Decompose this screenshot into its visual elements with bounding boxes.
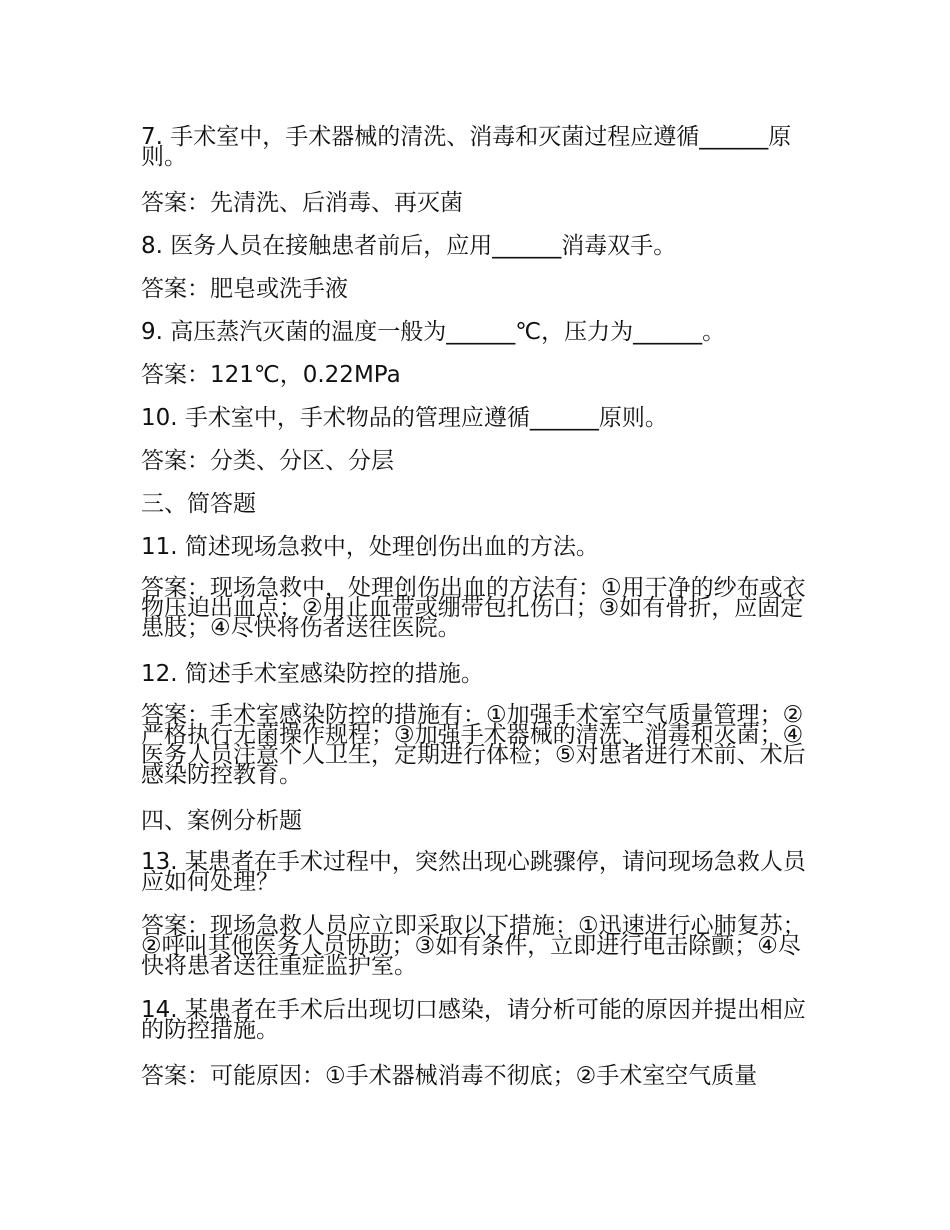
question-10: 10. 手术室中，手术物品的管理应遵循______原则。 (141, 405, 668, 431)
answer-8: 答案：肥皂或洗手液 (141, 276, 348, 302)
answer-14: 答案：可能原因：①手术器械消毒不彻底；②手术室空气质量 (141, 1063, 758, 1089)
document-page (141, 124, 821, 1089)
answer-10: 答案：分类、分区、分层 (141, 448, 394, 474)
question-11: 11. 简述现场急救中，处理创伤出血的方法。 (141, 534, 599, 560)
answer-12: 答案：手术室感染防控的措施有：①加强手术室空气质量管理；②严格执行无菌操作规程；③加强手术器械的清洗、消毒和灭菌；④医务人员注意个人卫生，定期进行体检；⑤对患者进行术前、术后感染防控教育。 (141, 702, 806, 788)
question-7: 7. 手术室中，手术器械的清洗、消毒和灭菌过程应遵循______原则。 (141, 124, 792, 170)
answer-7: 答案：先清洗、后消毒、再灭菌 (141, 190, 463, 216)
answer-13: 答案：现场急救人员应立即采取以下措施：①迅速进行心肺复苏；②呼叫其他医务人员协助；③如有条件，立即进行电击除颤；④尽快将患者送往重症监护室。 (141, 913, 806, 979)
question-13: 13. 某患者在手术过程中，突然出现心跳骤停，请问现场急救人员应如何处理？ (141, 849, 806, 895)
answer-9: 答案：121℃，0.22MPa (141, 362, 401, 388)
question-14: 14. 某患者在手术后出现切口感染，请分析可能的原因并提出相应的防控措施。 (141, 997, 806, 1043)
question-12: 12. 简述手术室感染防控的措施。 (141, 661, 484, 687)
section-heading-short-answer: 三、简答题 (141, 491, 256, 517)
question-8: 8. 医务人员在接触患者前后，应用______消毒双手。 (141, 233, 677, 259)
question-9: 9. 高压蒸汽灭菌的温度一般为______℃，压力为______。 (141, 319, 726, 345)
answer-11: 答案：现场急救中，处理创伤出血的方法有：①用干净的纱布或衣物压迫出血点；②用止血带或绷带包扎伤口；③如有骨折，应固定患肢；④尽快将伤者送往医院。 (141, 575, 806, 641)
section-heading-case-analysis: 四、案例分析题 (141, 808, 302, 834)
